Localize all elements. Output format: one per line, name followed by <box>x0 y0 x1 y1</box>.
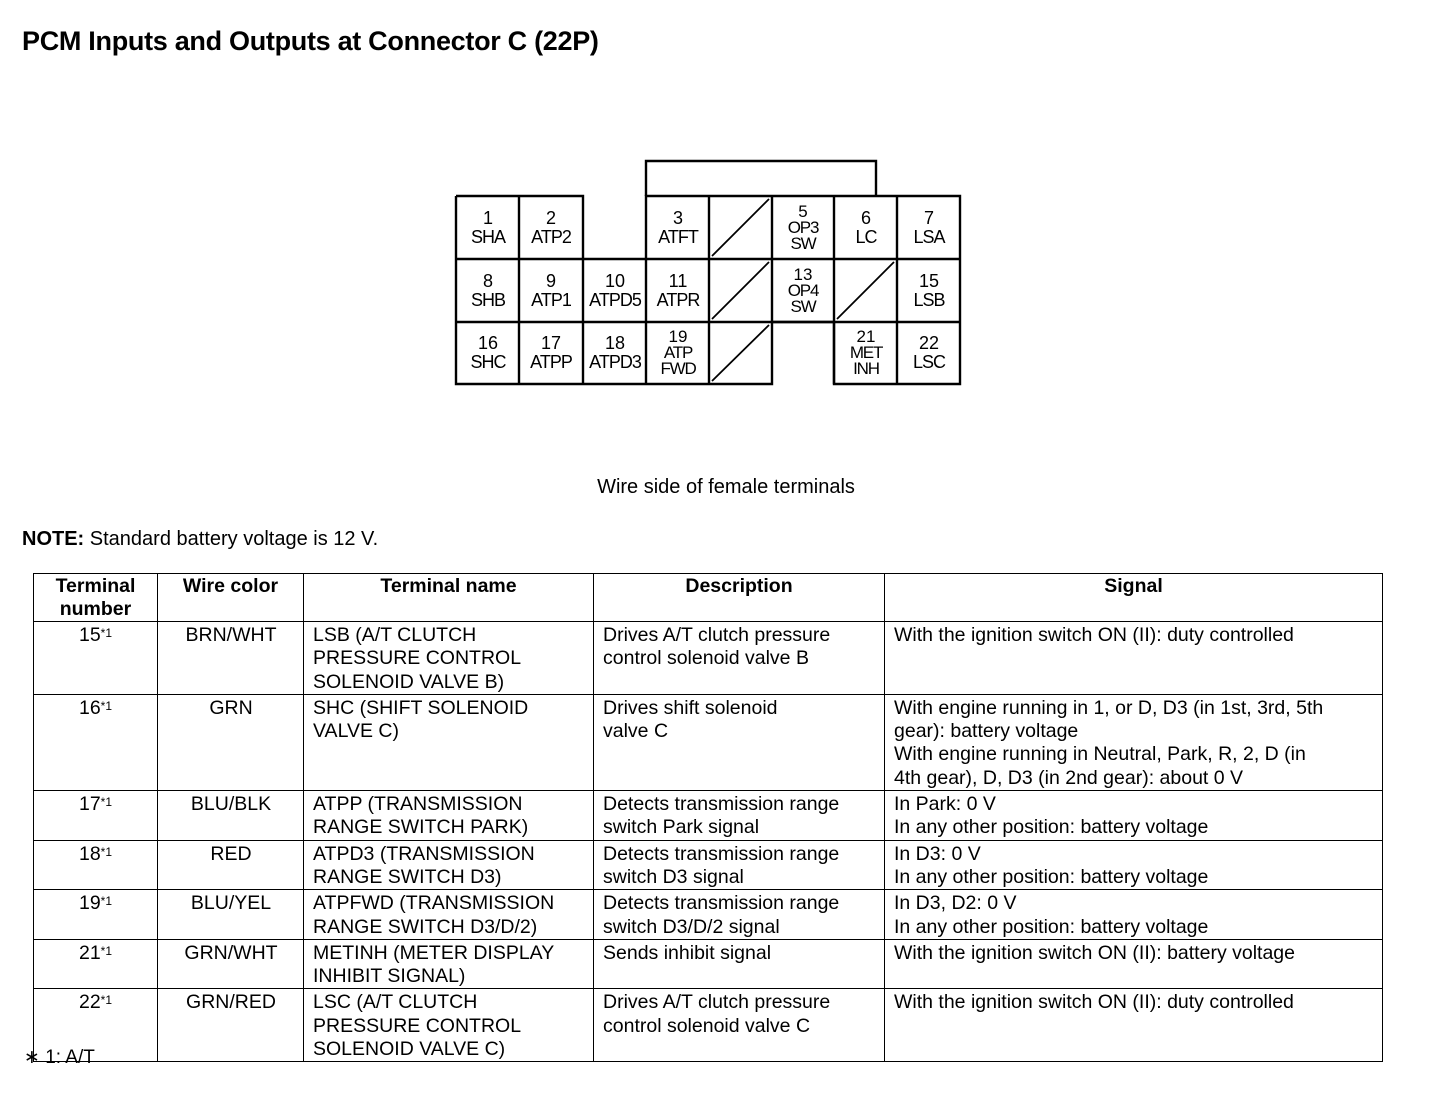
terminal-number-cell: 22$^{*1}$ <box>34 989 158 1062</box>
wire-color-cell: GRN <box>158 694 304 790</box>
description-cell: Detects transmission range switch Park signal <box>594 791 885 841</box>
terminal-number-cell: 15$^{*1}$ <box>34 622 158 695</box>
terminal-name-cell: LSC (A/T CLUTCH PRESSURE CONTROL SOLENOID VALVE C) <box>304 989 594 1062</box>
table-header-row <box>34 574 1383 622</box>
wire-color-cell: GRN/RED <box>158 989 304 1062</box>
description-cell: Drives A/T clutch pressure control solenoid valve B <box>594 622 885 695</box>
description-cell: Detects transmission range switch D3 signal <box>594 840 885 890</box>
terminal-name-cell: METINH (METER DISPLAY INHIBIT SIGNAL) <box>304 939 594 989</box>
header-terminal-number: Terminal number <box>34 574 158 622</box>
terminal-10: 10 ATPD5 <box>589 271 641 310</box>
terminal-15: 15 LSB <box>913 271 945 310</box>
connector-diagram <box>0 0 1440 460</box>
terminal-name-cell: LSB (A/T CLUTCH PRESSURE CONTROL SOLENOID VALVE B) <box>304 622 594 695</box>
terminal-name-cell: ATPP (TRANSMISSION RANGE SWITCH PARK) <box>304 791 594 841</box>
empty-cavity-20 <box>712 325 769 381</box>
terminal-21: 21 MET INH <box>849 327 883 378</box>
note-label: NOTE: <box>22 528 85 550</box>
table-row <box>34 890 1383 940</box>
terminal-number-cell: 21$^{*1}$ <box>34 939 158 989</box>
terminal-number-cell: 16$^{*1}$ <box>34 694 158 790</box>
wire-color-cell: BRN/WHT <box>158 622 304 695</box>
terminal-table <box>33 573 1383 1062</box>
signal-cell: With the ignition switch ON (II): duty controlled <box>885 989 1383 1062</box>
terminal-16: 16 SHC <box>470 333 506 372</box>
terminal-number-cell: 17$^{*1}$ <box>34 791 158 841</box>
terminal-5: 5 OP3 SW <box>787 202 819 253</box>
wire-color-cell: BLU/YEL <box>158 890 304 940</box>
wire-color-cell: GRN/WHT <box>158 939 304 989</box>
header-terminal-name: Terminal name <box>304 574 594 622</box>
terminal-18: 18 ATPD3 <box>589 333 641 372</box>
terminal-name-cell: SHC (SHIFT SOLENOID VALVE C) <box>304 694 594 790</box>
footnote: ∗ 1: A/T <box>24 1047 95 1068</box>
empty-cavity-14 <box>837 262 894 319</box>
table-row <box>34 840 1383 890</box>
description-cell: Drives shift solenoid valve C <box>594 694 885 790</box>
connector-key <box>646 161 876 196</box>
signal-cell: With the ignition switch ON (II): duty controlled <box>885 622 1383 695</box>
description-cell: Drives A/T clutch pressure control solenoid valve C <box>594 989 885 1062</box>
connector-outline <box>0 0 1440 460</box>
note <box>22 528 378 551</box>
description-cell: Detects transmission range switch D3/D/2 signal <box>594 890 885 940</box>
header-signal: Signal <box>885 574 1383 622</box>
terminal-22: 22 LSC <box>912 333 945 372</box>
table-row <box>34 989 1383 1062</box>
header-description: Description <box>594 574 885 622</box>
header-wire-color: Wire color <box>158 574 304 622</box>
terminal-19: 19 ATP FWD <box>660 327 696 378</box>
signal-cell: In D3, D2: 0 V In any other position: battery voltage <box>885 890 1383 940</box>
signal-cell: In Park: 0 V In any other position: battery voltage <box>885 791 1383 841</box>
page-title: PCM Inputs and Outputs at Connector C (22P) <box>22 26 599 56</box>
terminal-1: 1 SHA <box>470 208 505 247</box>
terminal-6: 6 LC <box>855 208 877 247</box>
terminal-17: 17 ATPP <box>530 333 572 372</box>
terminal-2: 2 ATP2 <box>531 208 571 247</box>
terminal-number-cell: 19$^{*1}$ <box>34 890 158 940</box>
terminal-9: 9 ATP1 <box>531 271 571 310</box>
table-row <box>34 791 1383 841</box>
signal-cell: With the ignition switch ON (II): battery voltage <box>885 939 1383 989</box>
terminal-13: 13 OP4 SW <box>787 265 819 316</box>
signal-cell: In D3: 0 V In any other position: battery voltage <box>885 840 1383 890</box>
terminal-8: 8 SHB <box>470 271 505 310</box>
terminal-7: 7 LSA <box>913 208 945 247</box>
empty-cavity-4 <box>712 199 769 256</box>
connector-caption: Wire side of female terminals <box>597 476 855 498</box>
terminal-3: 3 ATFT <box>658 208 698 247</box>
terminal-11: 11 ATPR <box>656 271 700 310</box>
empty-cavity-12 <box>712 262 769 319</box>
table-row <box>34 939 1383 989</box>
terminal-number-cell: 18$^{*1}$ <box>34 840 158 890</box>
wire-color-cell: RED <box>158 840 304 890</box>
signal-cell: With engine running in 1, or D, D3 (in 1st, 3rd, 5th gear): battery voltage With engine running in Neutral, Park, R, 2, D (in 4th gear), D, D3 (in 2nd gear): about 0 V <box>885 694 1383 790</box>
table-row <box>34 694 1383 790</box>
note-text: Standard battery voltage is 12 V. <box>89 528 379 550</box>
table-row <box>34 622 1383 695</box>
terminal-name-cell: ATPFWD (TRANSMISSION RANGE SWITCH D3/D/2) <box>304 890 594 940</box>
terminal-name-cell: ATPD3 (TRANSMISSION RANGE SWITCH D3) <box>304 840 594 890</box>
description-cell: Sends inhibit signal <box>594 939 885 989</box>
wire-color-cell: BLU/BLK <box>158 791 304 841</box>
